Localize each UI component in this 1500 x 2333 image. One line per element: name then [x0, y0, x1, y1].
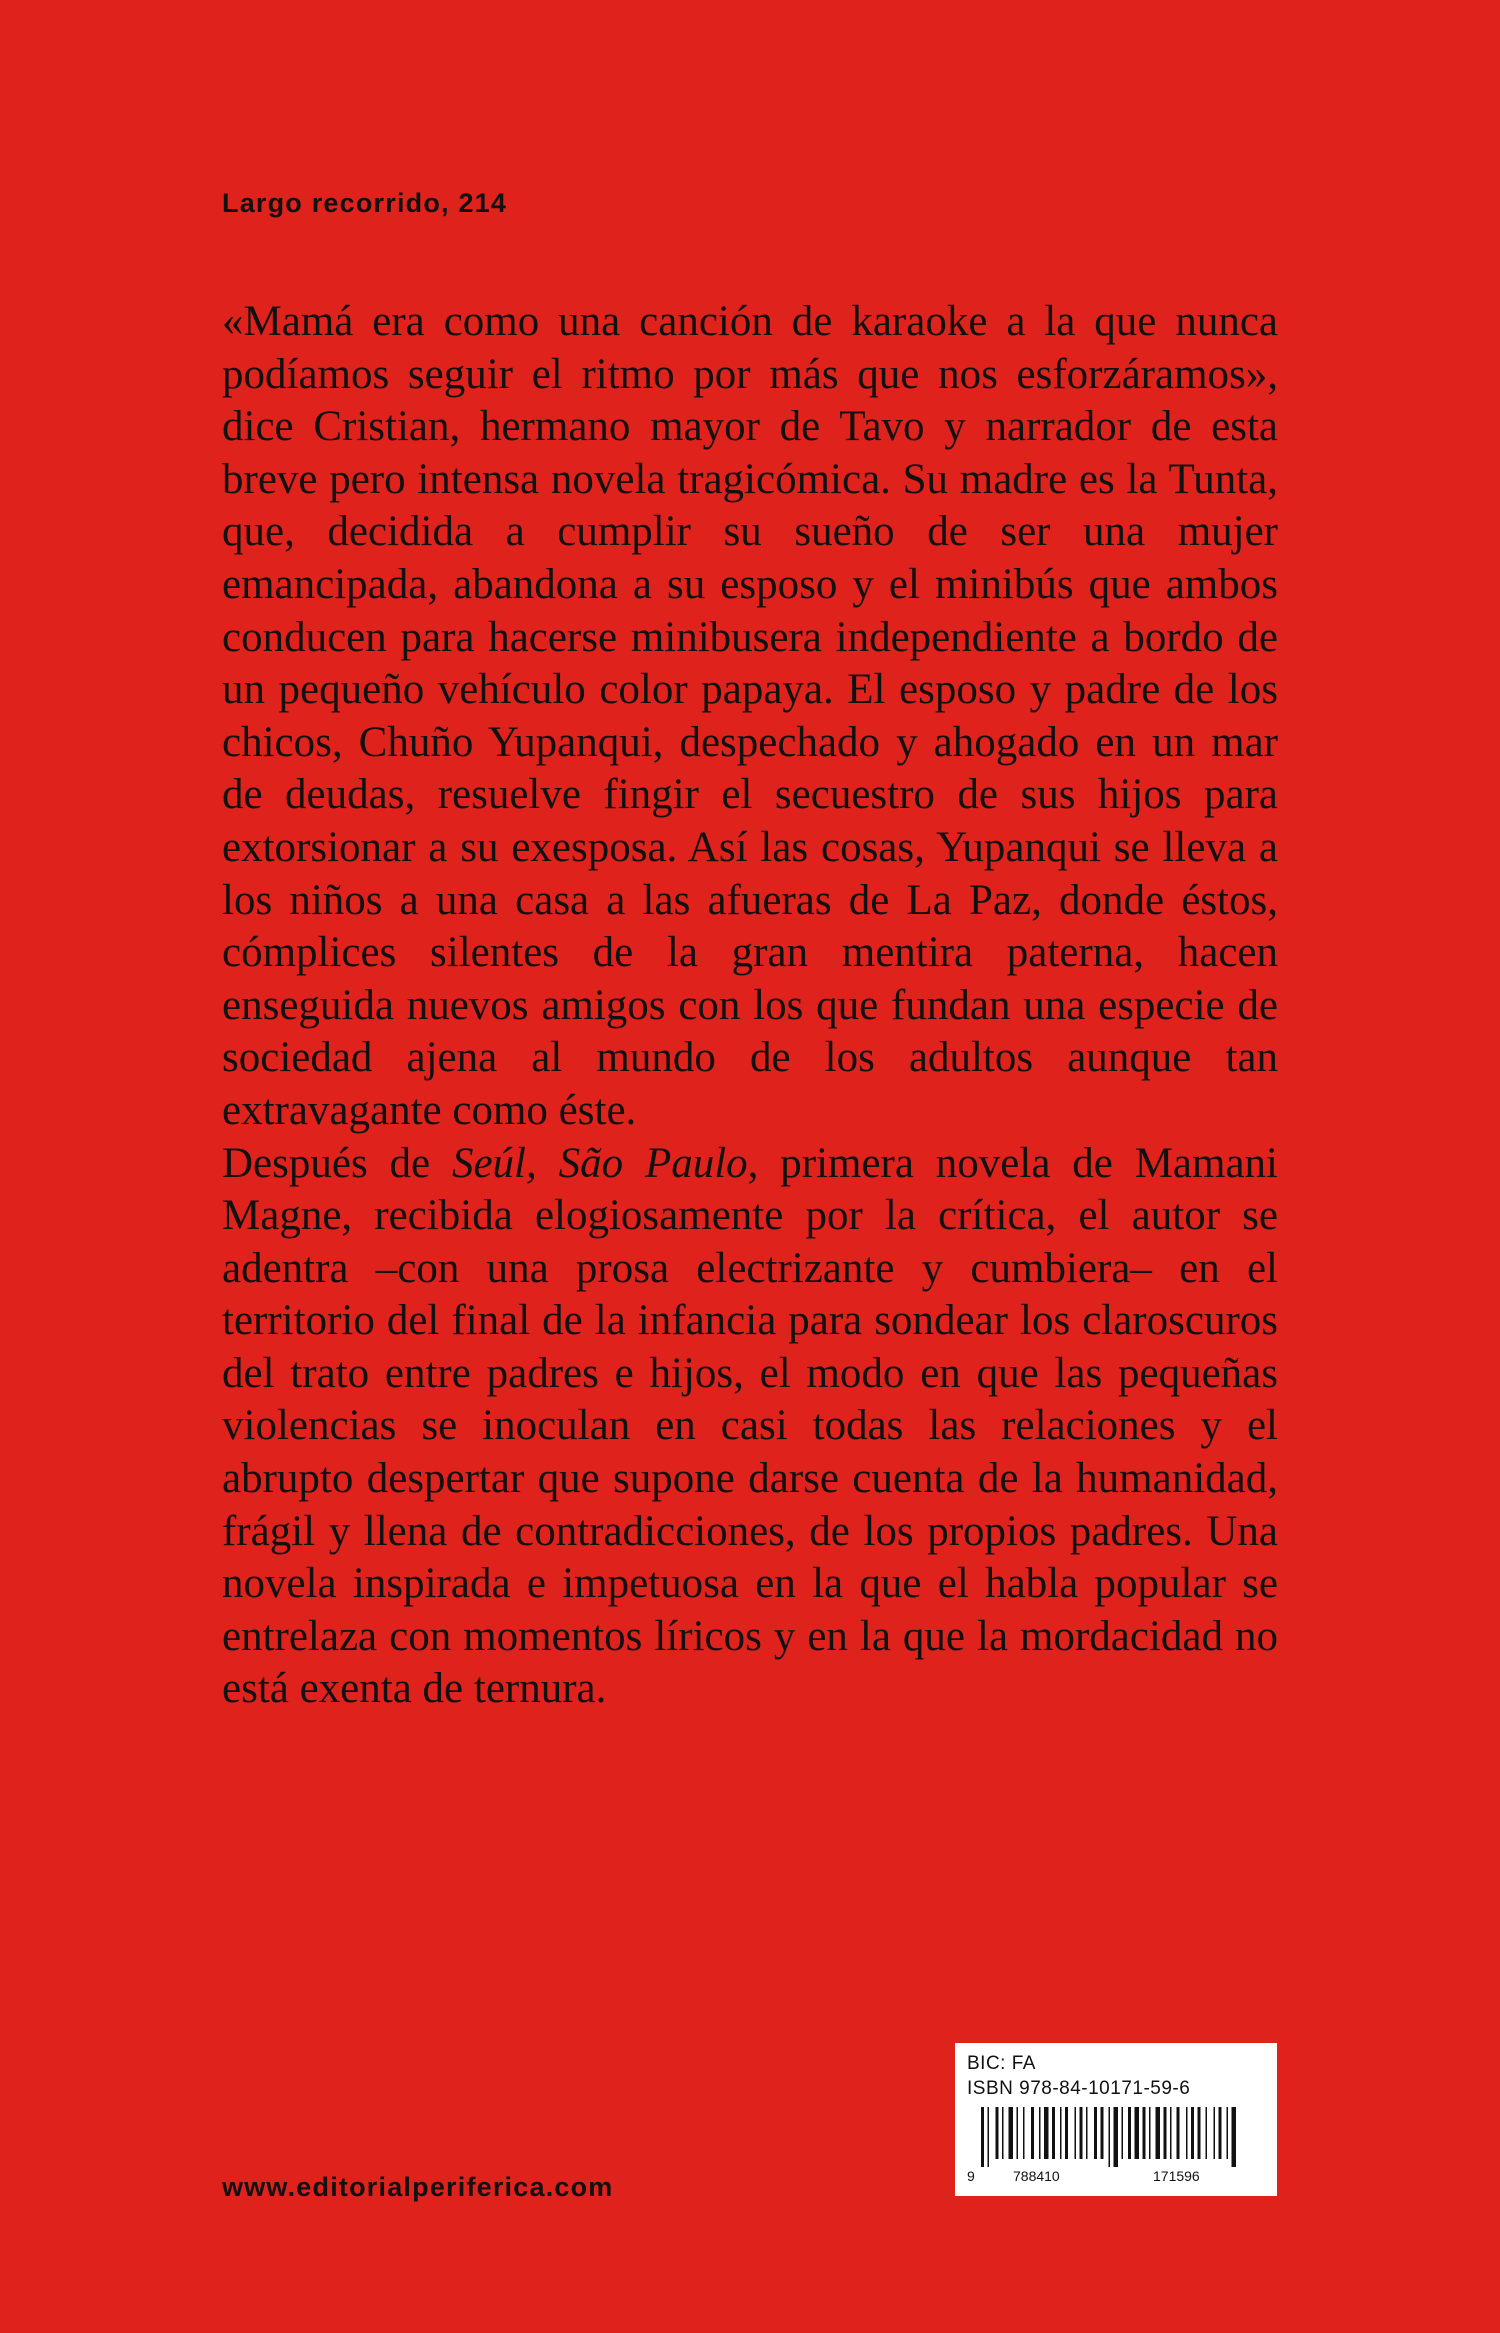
barcode-bar [1060, 2107, 1062, 2159]
barcode-bar [1094, 2107, 1097, 2159]
barcode-bar [1052, 2107, 1055, 2159]
barcode-bar [1114, 2107, 1119, 2167]
barcode-digits-left: 788410 [1013, 2168, 1060, 2184]
barcode-bar [1191, 2107, 1194, 2159]
barcode-bar [1080, 2107, 1083, 2159]
barcode-bar [1219, 2107, 1222, 2159]
barcode-bar [1164, 2107, 1167, 2159]
barcode-bar [1086, 2107, 1088, 2159]
barcode-bar [1143, 2107, 1146, 2159]
barcode-bar [1101, 2107, 1104, 2159]
barcode-bar [1044, 2107, 1049, 2159]
barcode-bar [1109, 2107, 1111, 2167]
synopsis-paragraph-2 [222, 1138, 1278, 1717]
barcode-bar [1128, 2107, 1131, 2159]
publisher-website: www.editorialperiferica.com [222, 2172, 614, 2202]
barcode-bar [1031, 2107, 1034, 2159]
series-label: Largo recorrido, 214 [222, 188, 508, 218]
barcode-bar [988, 2107, 990, 2167]
isbn-number: ISBN 978-84-10171-59-6 [967, 2078, 1191, 2099]
barcode-bar [1214, 2107, 1216, 2159]
barcode-bar [1206, 2107, 1208, 2159]
barcode-bar [1149, 2107, 1151, 2159]
synopsis [222, 296, 1278, 1716]
barcode-bar [1009, 2107, 1014, 2159]
barcode-bar [1227, 2107, 1229, 2159]
barcode-digits-right: 171596 [1153, 2168, 1200, 2184]
barcode-bar [1135, 2107, 1140, 2159]
barcode-bar [1039, 2107, 1041, 2159]
barcode-digits [967, 2167, 1265, 2185]
synopsis-paragraph-1: «Mamá era como una canción de karaoke a la que nunca podíamos seguir el ritmo por más que nos esforzáramos», dice Cristian, hermano mayor de Tavo y narrador de esta breve pero intensa novela tragicómica. Su madre es la Tunta, que, decidida a cumplir su sueño de ser una mujer emancipada, abandona a su esposo y el minibús que ambos conducen para hacerse minibusera independiente a bordo de un pequeño vehículo color papaya. El esposo y padre de los chicos, Chuño Yupanqui, despechado y ahogado en un mar de deudas, resuelve fingir el secuestro de sus hijos para extorsionar a su exesposa. Así las cosas, Yupanqui se lleva a los niños a una casa a las afueras de La Paz, donde éstos, cómplices silentes de la gran mentira paterna, hacen enseguida nuevos amigos con los que fundan una especie de sociedad ajena al mundo de los adultos aunque tan extravagante como éste. [222, 298, 1278, 1134]
barcode-bar [1075, 2107, 1077, 2159]
barcode-bar [1017, 2107, 1019, 2159]
barcode-bars [967, 2107, 1265, 2167]
barcode-bar [1177, 2107, 1180, 2159]
bic-code: BIC: FA [967, 2053, 1036, 2074]
barcode-bar [1065, 2107, 1068, 2159]
barcode-bar [1156, 2107, 1161, 2159]
barcode-bar [1002, 2107, 1004, 2159]
paragraph-2-body: , primera novela de Mamani Magne, recibida elogiosamente por la crítica, el autor se adentra –con una prosa electrizante y cumbiera– en el territorio del final de la infancia para sondear los claroscuros del trato entre padres e hijos, el modo en que las pequeñas violencias se inoculan en casi todas las relaciones y el abrupto despertar que supone darse cuenta de la humanidad, frágil y llena de contradicciones, de los propios padres. Una novela inspirada e impetuosa en la que el habla popular se entrelaza con momentos líricos y en la que la mordacidad no está exenta de ternura. [222, 1139, 1278, 1713]
barcode-bar [1232, 2107, 1237, 2167]
barcode-digit-first: 9 [967, 2168, 975, 2184]
barcode-bar [1122, 2107, 1124, 2159]
barcode-bar [981, 2107, 984, 2167]
barcode-bar [1198, 2107, 1201, 2159]
barcode-bar [1170, 2107, 1172, 2159]
book-title-italic: Seúl, São Paulo [451, 1139, 748, 1187]
paragraph-2-intro: Después de [222, 1139, 452, 1187]
barcode-panel [955, 2043, 1277, 2196]
barcode-bar [1023, 2107, 1025, 2159]
barcode-bar [1186, 2107, 1188, 2159]
barcode-bar [996, 2107, 999, 2159]
